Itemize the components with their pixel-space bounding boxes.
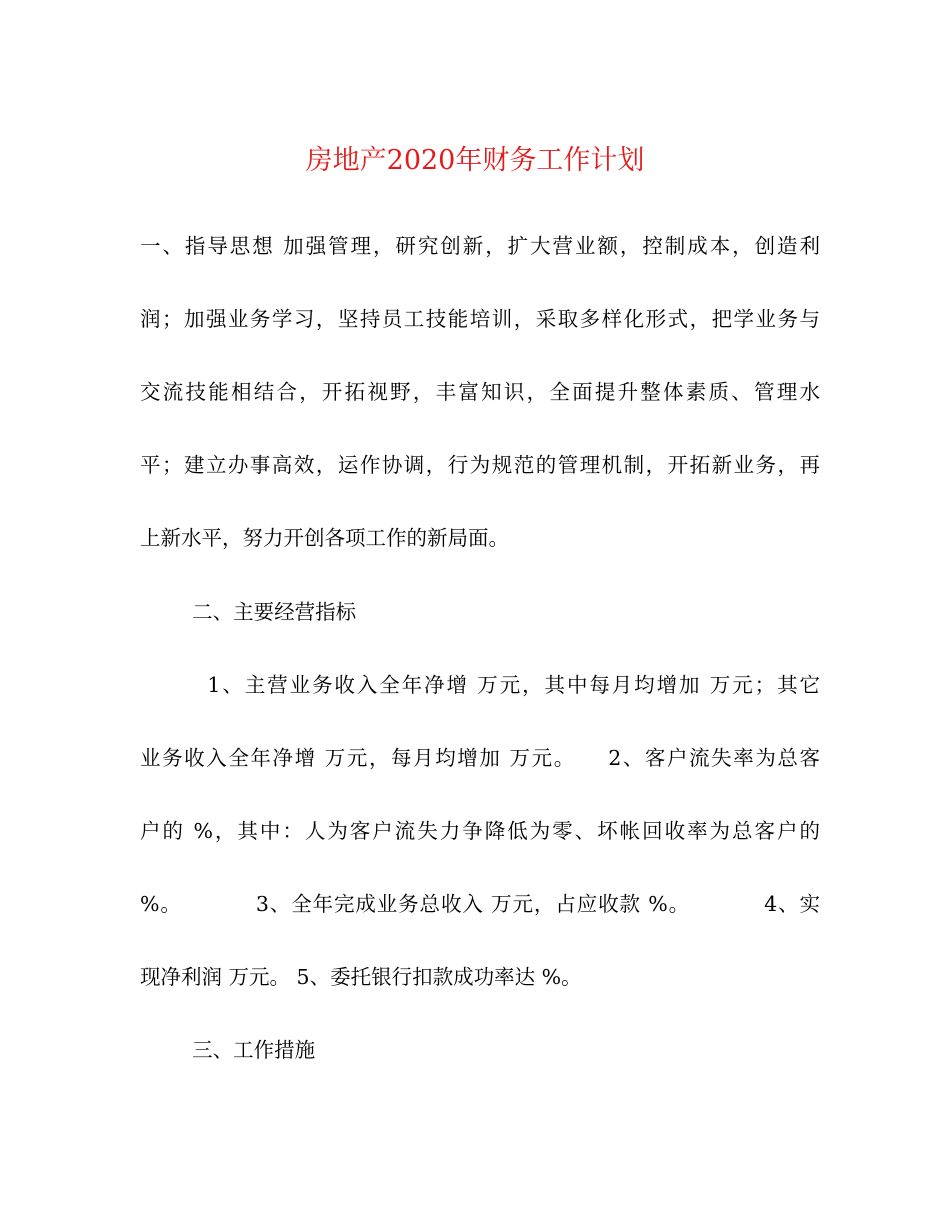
body-line: 现净利润 万元。 5、委托银行扣款成功率达 %。 bbox=[140, 965, 582, 989]
section-heading: 三、工作措施 bbox=[140, 1038, 316, 1062]
body-line: 一、指导思想 加强管理，研究创新，扩大营业额，控制成本，创造利 bbox=[140, 234, 820, 258]
body-line: 1、主营业务收入全年净增 万元，其中每月均增加 万元；其它 bbox=[140, 673, 820, 697]
section-heading: 二、主要经营指标 bbox=[140, 600, 357, 624]
body-line: 上新水平，努力开创各项工作的新局面。 bbox=[140, 526, 509, 550]
document-title: 房地产2020年财务工作计划 bbox=[305, 145, 645, 176]
body-line: 润；加强业务学习，坚持员工技能培训，采取多样化形式，把学业务与 bbox=[140, 307, 820, 331]
body-line: 户的 %，其中：人为客户流失力争降低为零、坏帐回收率为总客户的 bbox=[140, 819, 820, 843]
body-line: 平；建立办事高效，运作协调，行为规范的管理机制，开拓新业务，再 bbox=[140, 453, 820, 477]
body-line: 交流技能相结合，开拓视野，丰富知识，全面提升整体素质、管理水 bbox=[140, 380, 820, 404]
body-line: %。 3、全年完成业务总收入 万元，占应收款 %。 4、实 bbox=[140, 892, 820, 916]
body-line: 业务收入全年净增 万元，每月均增加 万元。 2、客户流失率为总客 bbox=[140, 746, 820, 770]
